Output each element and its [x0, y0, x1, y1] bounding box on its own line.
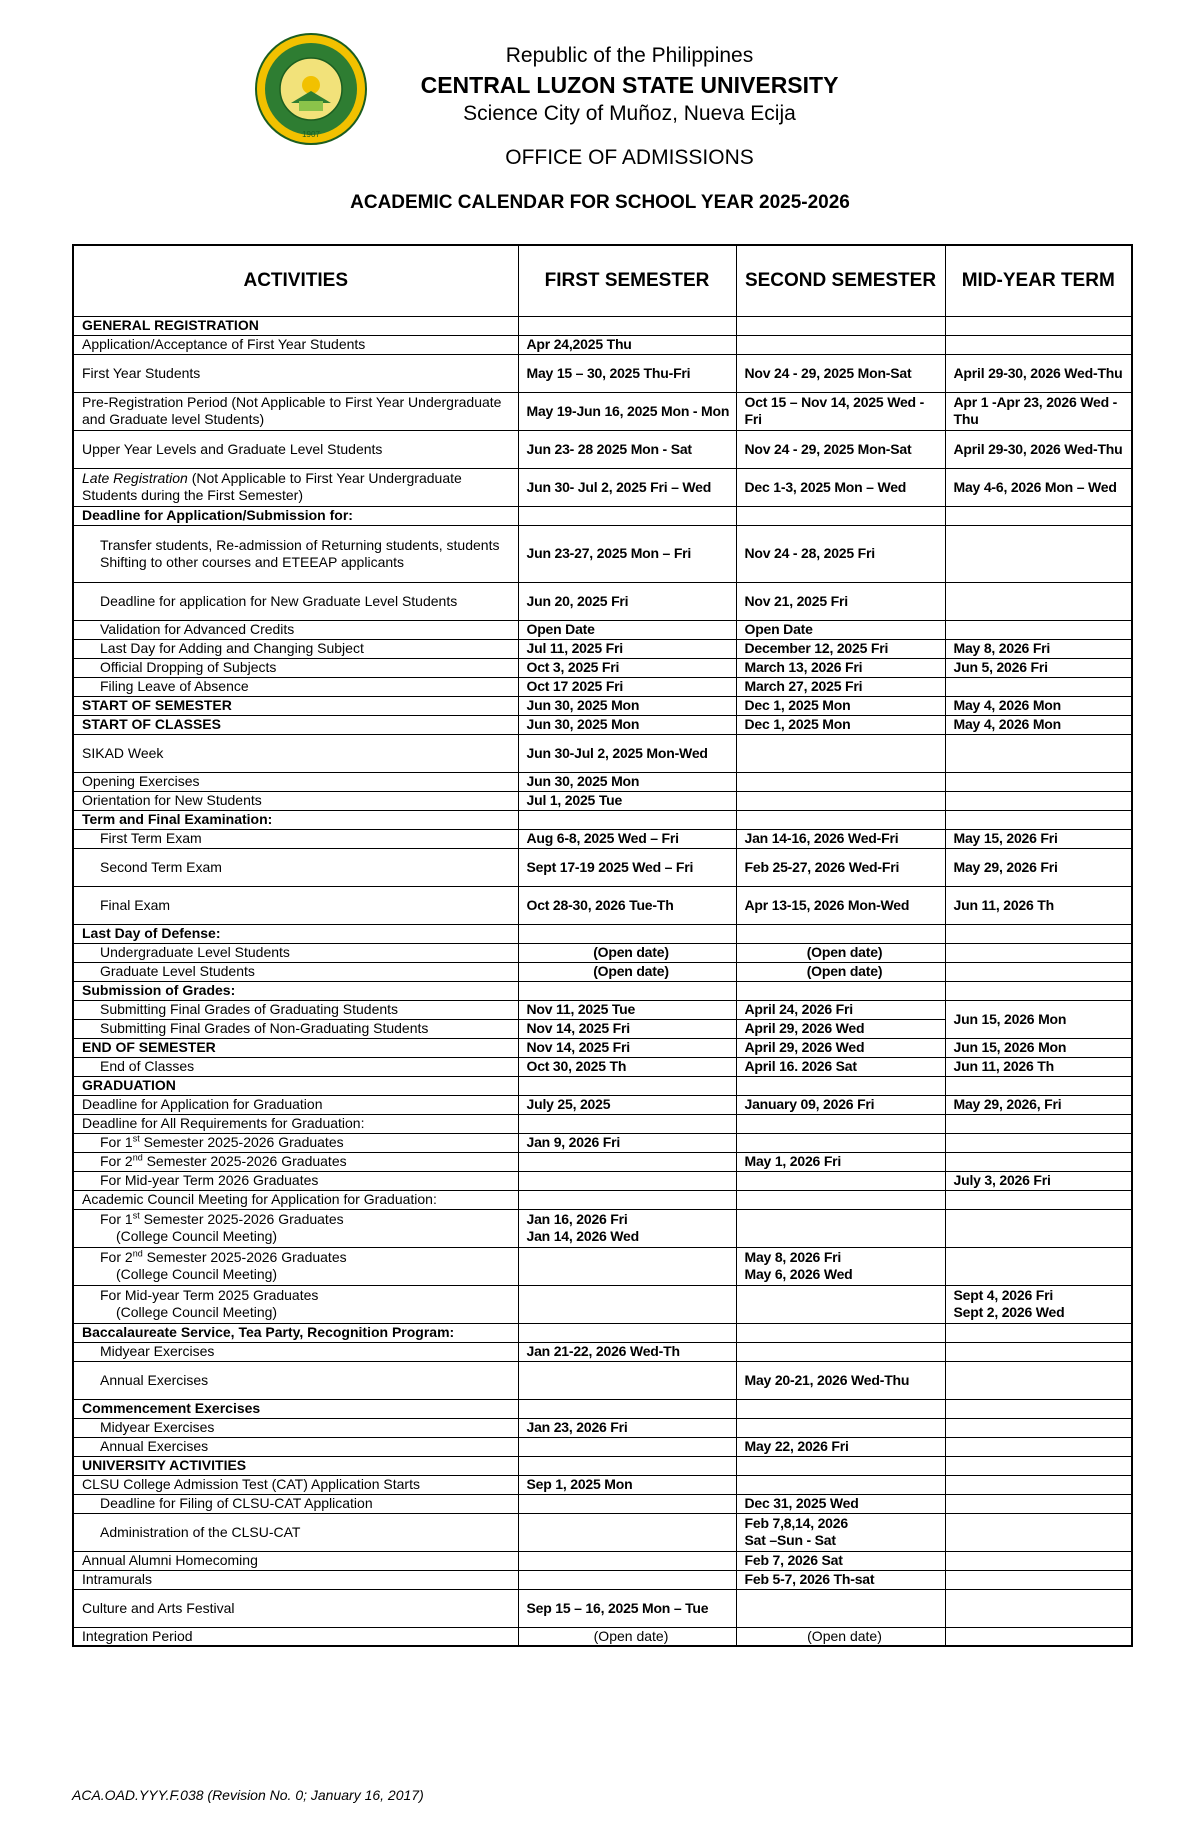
table-row — [73, 886, 1132, 924]
republic-heading: Republic of the Philippines — [505, 44, 754, 67]
first-semester-cell: Jun 30, 2025 Mon — [518, 715, 736, 734]
table-row — [73, 1513, 1132, 1551]
table-row — [73, 1456, 1132, 1475]
table-row — [73, 1038, 1132, 1057]
first-semester-cell: Nov 14, 2025 Fri — [518, 1019, 736, 1038]
second-semester-cell: (Open date) — [736, 1627, 945, 1646]
second-semester-cell: Nov 24 - 29, 2025 Mon-Sat — [736, 430, 945, 468]
table-row — [73, 430, 1132, 468]
table-row — [73, 1570, 1132, 1589]
late-registration-label: Late Registration — [82, 470, 188, 486]
first-semester-cell: Jul 11, 2025 Fri — [518, 639, 736, 658]
mid-year-cell: Jun 11, 2026 Th — [945, 886, 1132, 924]
first-semester-cell: Jul 1, 2025 Tue — [518, 791, 736, 810]
second-semester-cell: Dec 1-3, 2025 Mon – Wed — [736, 468, 945, 506]
activity-cell: Pre-Registration Period (Not Applicable to First Year Undergraduate and Graduate level Students) — [73, 392, 518, 430]
page-title: ACADEMIC CALENDAR FOR SCHOOL YEAR 2025-2026 — [350, 192, 850, 213]
activity-cell: Midyear Exercises — [73, 1418, 518, 1437]
mid-year-cell: May 29, 2026 Fri — [945, 848, 1132, 886]
table-row — [73, 734, 1132, 772]
table-row — [73, 1437, 1132, 1456]
activity-cell: Annual Alumni Homecoming — [73, 1551, 518, 1570]
activity-cell: Late Registration (Not Applicable to First Year Undergraduate Students during the First Semester) — [73, 468, 518, 506]
mid-year-cell: April 29-30, 2026 Wed-Thu — [945, 430, 1132, 468]
mid-year-cell: Jun 15, 2026 Mon — [945, 1038, 1132, 1057]
activity-cell: Intramurals — [73, 1570, 518, 1589]
first-semester-cell: (Open date) — [518, 1627, 736, 1646]
activity-cell: Deadline for Filing of CLSU-CAT Application — [73, 1494, 518, 1513]
table-row — [73, 1095, 1132, 1114]
mid-year-cell: Jun 11, 2026 Th — [945, 1057, 1132, 1076]
table-row — [73, 1399, 1132, 1418]
first-semester-cell: Jun 30, 2025 Mon — [518, 696, 736, 715]
table-row — [73, 1475, 1132, 1494]
activity-cell: Submitting Final Grades of Non-Graduating Students — [73, 1019, 518, 1038]
office-name: OFFICE OF ADMISSIONS — [505, 146, 754, 169]
mid-year-cell: Apr 1 -Apr 23, 2026 Wed - Thu — [945, 392, 1132, 430]
first-semester-cell: (Open date) — [518, 943, 736, 962]
activity-cell: Second Term Exam — [73, 848, 518, 886]
table-row — [73, 1285, 1132, 1323]
table-row — [73, 1171, 1132, 1190]
mid-year-cell: Jun 5, 2026 Fri — [945, 658, 1132, 677]
first-semester-cell: Oct 30, 2025 Th — [518, 1057, 736, 1076]
table-row — [73, 1152, 1132, 1171]
activity-cell: Graduate Level Students — [73, 962, 518, 981]
activity-cell: Midyear Exercises — [73, 1342, 518, 1361]
activity-cell: Culture and Arts Festival — [73, 1589, 518, 1627]
mid-year-cell: Sept 4, 2026 Fri Sept 2, 2026 Wed — [945, 1285, 1132, 1323]
section-heading: Last Day of Defense: — [73, 924, 518, 943]
table-row — [73, 829, 1132, 848]
first-semester-cell: Jun 23-27, 2025 Mon – Fri — [518, 525, 736, 582]
first-semester-cell: Open Date — [518, 620, 736, 639]
first-semester-cell: Jan 16, 2026 Fri Jan 14, 2026 Wed — [518, 1209, 736, 1247]
activity-cell: Academic Council Meeting for Application for Graduation: — [73, 1190, 518, 1209]
second-semester-cell: April 24, 2026 Fri — [736, 1000, 945, 1019]
university-location: Science City of Muñoz, Nueva Ecija — [463, 102, 796, 125]
second-semester-cell: Jan 14-16, 2026 Wed-Fri — [736, 829, 945, 848]
second-semester-cell: April 16. 2026 Sat — [736, 1057, 945, 1076]
table-row — [73, 1494, 1132, 1513]
activity-cell: Orientation for New Students — [73, 791, 518, 810]
first-semester-cell: Jun 23- 28 2025 Mon - Sat — [518, 430, 736, 468]
activity-cell: Official Dropping of Subjects — [73, 658, 518, 677]
second-semester-cell: April 29, 2026 Wed — [736, 1038, 945, 1057]
section-heading: Term and Final Examination: — [73, 810, 518, 829]
second-semester-cell: Dec 1, 2025 Mon — [736, 715, 945, 734]
second-semester-cell: Apr 13-15, 2026 Mon-Wed — [736, 886, 945, 924]
first-semester-cell: July 25, 2025 — [518, 1095, 736, 1114]
form-code-footer: ACA.OAD.YYY.F.038 (Revision No. 0; January 16, 2017) — [72, 1787, 424, 1803]
mid-year-cell: May 4, 2026 Mon — [945, 696, 1132, 715]
table-row — [73, 354, 1132, 392]
mid-year-cell: July 3, 2026 Fri — [945, 1171, 1132, 1190]
first-semester-cell: Nov 11, 2025 Tue — [518, 1000, 736, 1019]
table-row — [73, 582, 1132, 620]
second-semester-cell: (Open date) — [736, 962, 945, 981]
first-semester-cell: Jan 21-22, 2026 Wed-Th — [518, 1342, 736, 1361]
activity-cell: First Term Exam — [73, 829, 518, 848]
section-heading: GENERAL REGISTRATION — [73, 316, 518, 335]
activity-cell: Last Day for Adding and Changing Subject — [73, 639, 518, 658]
activity-cell: Transfer students, Re-admission of Returning students, students Shifting to other courses and ETEEAP applicants — [73, 525, 518, 582]
activity-cell: START OF CLASSES — [73, 715, 518, 734]
table-row — [73, 1589, 1132, 1627]
table-row — [73, 1361, 1132, 1399]
first-semester-cell: Jan 23, 2026 Fri — [518, 1418, 736, 1437]
section-heading: GRADUATION — [73, 1076, 518, 1095]
table-row — [73, 1114, 1132, 1133]
section-heading: Commencement Exercises — [73, 1399, 518, 1418]
table-row — [73, 392, 1132, 430]
first-semester-cell: May 19-Jun 16, 2025 Mon - Mon — [518, 392, 736, 430]
second-semester-cell: April 29, 2026 Wed — [736, 1019, 945, 1038]
second-semester-cell: (Open date) — [736, 943, 945, 962]
second-semester-cell: Oct 15 – Nov 14, 2025 Wed - Fri — [736, 392, 945, 430]
second-semester-cell: Feb 7, 2026 Sat — [736, 1551, 945, 1570]
second-semester-cell: Open Date — [736, 620, 945, 639]
first-semester-cell: Sept 17-19 2025 Wed – Fri — [518, 848, 736, 886]
university-name: CENTRAL LUZON STATE UNIVERSITY — [420, 72, 839, 98]
activity-cell: End of Classes — [73, 1057, 518, 1076]
second-semester-cell: March 13, 2026 Fri — [736, 658, 945, 677]
second-semester-cell: January 09, 2026 Fri — [736, 1095, 945, 1114]
table-row — [73, 1076, 1132, 1095]
mid-year-cell: May 4-6, 2026 Mon – Wed — [945, 468, 1132, 506]
activity-cell: Annual Exercises — [73, 1361, 518, 1399]
table-row — [73, 791, 1132, 810]
mid-year-cell: May 15, 2026 Fri — [945, 829, 1132, 848]
activity-cell: SIKAD Week — [73, 734, 518, 772]
table-row — [73, 1133, 1132, 1152]
column-header-first-semester: FIRST SEMESTER — [518, 245, 736, 316]
mid-year-cell: Jun 15, 2026 Mon — [945, 1000, 1132, 1038]
second-semester-cell: Feb 7,8,14, 2026 Sat –Sun - Sat — [736, 1513, 945, 1551]
second-semester-cell: Nov 21, 2025 Fri — [736, 582, 945, 620]
section-heading: Submission of Grades: — [73, 981, 518, 1000]
table-row — [73, 1247, 1132, 1285]
first-semester-cell: Nov 14, 2025 Fri — [518, 1038, 736, 1057]
mid-year-cell: April 29-30, 2026 Wed-Thu — [945, 354, 1132, 392]
second-semester-cell: May 20-21, 2026 Wed-Thu — [736, 1361, 945, 1399]
first-semester-cell: Sep 1, 2025 Mon — [518, 1475, 736, 1494]
section-heading: Deadline for Application/Submission for: — [73, 506, 518, 525]
activity-cell: Administration of the CLSU-CAT — [73, 1513, 518, 1551]
svg-text:1907: 1907 — [302, 130, 320, 139]
activity-cell: For Mid-year Term 2025 Graduates (College Council Meeting) — [73, 1285, 518, 1323]
activity-cell: Deadline for All Requirements for Graduation: — [73, 1114, 518, 1133]
table-row — [73, 924, 1132, 943]
table-row — [73, 943, 1132, 962]
activity-cell: Validation for Advanced Credits — [73, 620, 518, 639]
table-row — [73, 772, 1132, 791]
second-semester-cell: Dec 31, 2025 Wed — [736, 1494, 945, 1513]
mid-year-cell: May 29, 2026, Fri — [945, 1095, 1132, 1114]
second-semester-cell: Feb 25-27, 2026 Wed-Fri — [736, 848, 945, 886]
activity-cell: Submitting Final Grades of Graduating Students — [73, 1000, 518, 1019]
table-row — [73, 658, 1132, 677]
table-row — [73, 335, 1132, 354]
table-row — [73, 1057, 1132, 1076]
activity-cell: For 2nd Semester 2025-2026 Graduates — [73, 1152, 518, 1171]
section-heading: UNIVERSITY ACTIVITIES — [73, 1456, 518, 1475]
second-semester-cell: May 8, 2026 Fri May 6, 2026 Wed — [736, 1247, 945, 1285]
table-row — [73, 981, 1132, 1000]
table-row — [73, 810, 1132, 829]
mid-year-cell: May 8, 2026 Fri — [945, 639, 1132, 658]
second-semester-cell: Nov 24 - 28, 2025 Fri — [736, 525, 945, 582]
section-heading: Baccalaureate Service, Tea Party, Recognition Program: — [73, 1323, 518, 1342]
activity-cell: START OF SEMESTER — [73, 696, 518, 715]
first-semester-cell: Jun 20, 2025 Fri — [518, 582, 736, 620]
activity-cell: Upper Year Levels and Graduate Level Students — [73, 430, 518, 468]
activity-cell: First Year Students — [73, 354, 518, 392]
first-semester-cell: Jun 30- Jul 2, 2025 Fri – Wed — [518, 468, 736, 506]
table-row — [73, 525, 1132, 582]
activity-cell: Undergraduate Level Students — [73, 943, 518, 962]
table-row — [73, 677, 1132, 696]
first-semester-cell: Sep 15 – 16, 2025 Mon – Tue — [518, 1589, 736, 1627]
second-semester-cell: May 22, 2026 Fri — [736, 1437, 945, 1456]
table-row — [73, 506, 1132, 525]
activity-cell: Final Exam — [73, 886, 518, 924]
second-semester-cell: May 1, 2026 Fri — [736, 1152, 945, 1171]
activity-cell: For 1st Semester 2025-2026 Graduates (College Council Meeting) — [73, 1209, 518, 1247]
first-semester-cell: Apr 24,2025 Thu — [518, 335, 736, 354]
table-row — [73, 1000, 1132, 1019]
column-header-mid-year-term: MID-YEAR TERM — [945, 245, 1132, 316]
activity-cell: END OF SEMESTER — [73, 1038, 518, 1057]
column-header-activities: ACTIVITIES — [73, 245, 518, 316]
first-semester-cell: Jun 30, 2025 Mon — [518, 772, 736, 791]
first-semester-cell: May 15 – 30, 2025 Thu-Fri — [518, 354, 736, 392]
table-row — [73, 1551, 1132, 1570]
activity-cell: Integration Period — [73, 1627, 518, 1646]
second-semester-cell: Nov 24 - 29, 2025 Mon-Sat — [736, 354, 945, 392]
activity-cell: Opening Exercises — [73, 772, 518, 791]
academic-calendar-table — [72, 244, 1133, 1647]
table-row — [73, 1209, 1132, 1247]
column-header-second-semester: SECOND SEMESTER — [736, 245, 945, 316]
activity-cell: Application/Acceptance of First Year Students — [73, 335, 518, 354]
table-row — [73, 639, 1132, 658]
activity-cell: Deadline for application for New Graduate Level Students — [73, 582, 518, 620]
activity-cell: Annual Exercises — [73, 1437, 518, 1456]
second-semester-cell: Feb 5-7, 2026 Th-sat — [736, 1570, 945, 1589]
table-row — [73, 1418, 1132, 1437]
second-semester-cell: March 27, 2025 Fri — [736, 677, 945, 696]
table-row — [73, 1190, 1132, 1209]
first-semester-cell: Jan 9, 2026 Fri — [518, 1133, 736, 1152]
table-row — [73, 715, 1132, 734]
second-semester-cell: Dec 1, 2025 Mon — [736, 696, 945, 715]
first-semester-cell: Oct 28-30, 2026 Tue-Th — [518, 886, 736, 924]
first-semester-cell: Jun 30-Jul 2, 2025 Mon-Wed — [518, 734, 736, 772]
table-row — [73, 620, 1132, 639]
table-row — [73, 696, 1132, 715]
table-row — [73, 962, 1132, 981]
table-row — [73, 1323, 1132, 1342]
activity-cell: For Mid-year Term 2026 Graduates — [73, 1171, 518, 1190]
first-semester-cell: Oct 3, 2025 Fri — [518, 658, 736, 677]
activity-cell: Filing Leave of Absence — [73, 677, 518, 696]
activity-cell: For 1st Semester 2025-2026 Graduates — [73, 1133, 518, 1152]
first-semester-cell: (Open date) — [518, 962, 736, 981]
first-semester-cell: Oct 17 2025 Fri — [518, 677, 736, 696]
table-row — [73, 1627, 1132, 1646]
table-row — [73, 848, 1132, 886]
table-row — [73, 316, 1132, 335]
table-header-row — [73, 245, 1132, 316]
mid-year-cell: May 4, 2026 Mon — [945, 715, 1132, 734]
activity-cell: For 2nd Semester 2025-2026 Graduates (College Council Meeting) — [73, 1247, 518, 1285]
activity-cell: Deadline for Application for Graduation — [73, 1095, 518, 1114]
first-semester-cell: Aug 6-8, 2025 Wed – Fri — [518, 829, 736, 848]
activity-cell: CLSU College Admission Test (CAT) Application Starts — [73, 1475, 518, 1494]
second-semester-cell: December 12, 2025 Fri — [736, 639, 945, 658]
table-row — [73, 468, 1132, 506]
table-row — [73, 1342, 1132, 1361]
